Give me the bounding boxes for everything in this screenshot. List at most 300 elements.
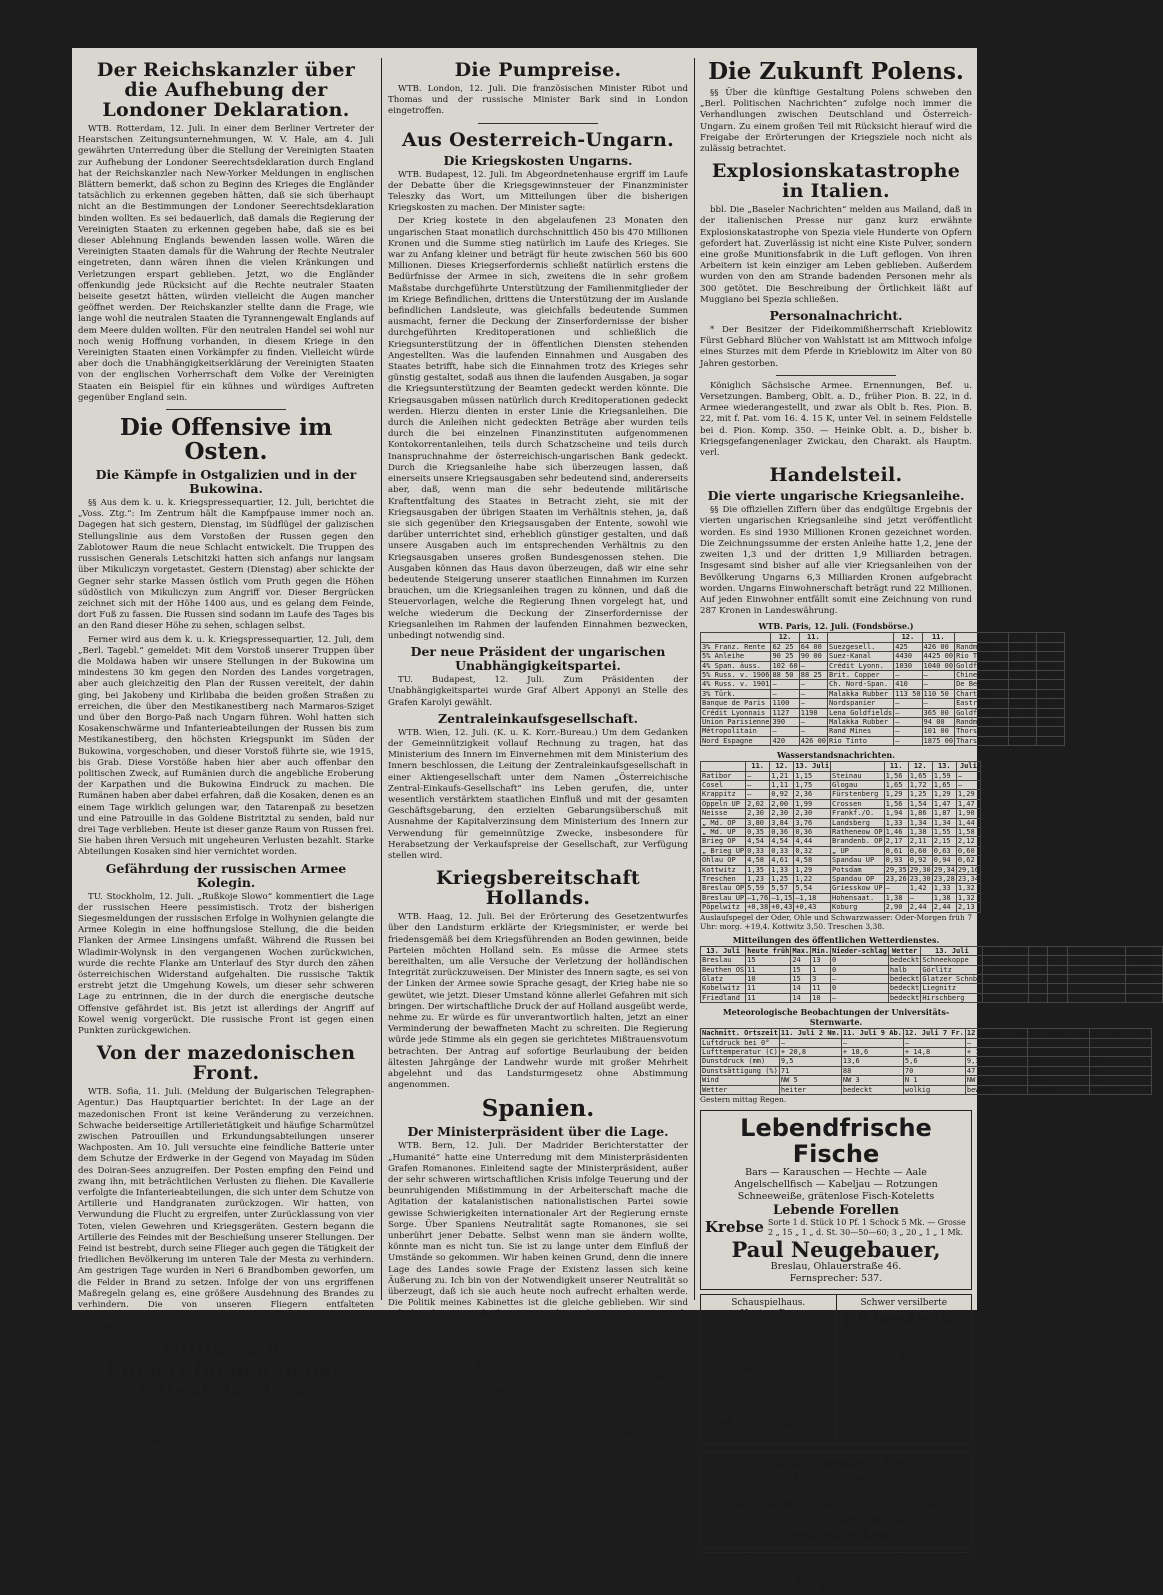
table-header-cell: 12. Juli 9 Ab.	[1028, 1029, 1088, 1038]
table-header-cell: 11.	[1036, 633, 1064, 642]
table-cell: + 16,8	[965, 1047, 1027, 1056]
table-cell: 1,87	[932, 809, 956, 818]
table-cell: —	[1048, 993, 1068, 1002]
table-row	[701, 790, 981, 799]
table-cell: 0,94	[932, 856, 956, 865]
table-row	[701, 903, 981, 912]
table-cell: 1,29	[956, 790, 980, 799]
table-cell: 2,13	[956, 903, 980, 912]
table-cell: 1,21	[770, 771, 794, 780]
table-cell: 97	[1089, 1066, 1151, 1075]
table-cell: —	[799, 717, 827, 726]
table-cell: Koburg	[831, 903, 885, 912]
table-row	[701, 736, 1065, 745]
table-header-row	[701, 946, 1163, 955]
table-cell: —	[1068, 965, 1126, 974]
ad-subtitle: Lebende Forellen	[772, 1202, 900, 1218]
table-cell: 2,44	[908, 903, 932, 912]
table-cell: Lufttemperatur (C)	[702, 1047, 778, 1056]
column-left	[78, 54, 374, 1481]
table-cell: 410	[894, 680, 922, 689]
table-cell: 1,29	[932, 790, 956, 799]
subheadline: Personalnachricht.	[769, 308, 903, 324]
table-cell: 88 25	[799, 670, 827, 679]
ad-title: Einzelmöbel	[726, 1339, 810, 1354]
article-text: WTB. Budapest, 12. Juli. Im Abgeordnetenhause ergriff im Laufe der Debatte über die Kriegsgewinnsteuer der Finanzminister Teleszky das Wort, um Mitteilungen über die bisherigen Kriegskosten zu machen. Der Minister sagte:	[388, 169, 688, 214]
table-cell: 1,56	[884, 799, 908, 808]
ad-merchant-name: Carl Weitz,	[866, 1349, 941, 1364]
table-cell: Ratheneow OP	[832, 828, 883, 837]
table-cell: Ch. Nord-Span.	[828, 680, 894, 689]
subheadline: Der neue Präsident der ungarischen Unabhängigkeitspartei.	[410, 644, 666, 674]
table-cell: 2,12	[956, 837, 980, 846]
table-cell: 0,60	[908, 846, 932, 855]
table-cell: Glatz	[701, 974, 746, 983]
article-text: Der Krieg kostete in den abgelaufenen 23 Monaten den ungarischen Staat monatlich durchschnittlich 450 bis 470 Millionen Kronen und die Summe stieg natürlich im Laufe des Krieges. Sie war zu Anfang kleiner und beträgt für heute zwischen 560 bis 600 Millionen. Dieses Kriegserfordernis schließt natürlich erstens die Bedürfnisse der Armee in sich, zweitens die in sehr großem Maßstabe durchgeführte Unterstützung der Familienmitglieder der im Kriege Befindlichen, drittens die Unterstützung der im Auslande befindlichen Landsleute, was gleichfalls bedeutende Summen ausmacht, ferner die Deckung der Zinserfordernisse der bisher durchgeführten Kreditoperationen und schließlich die Kriegsunterstützung der in öffentlichen Diensten stehenden Angestellten. Was die laufenden Einnahmen und Ausgaben des Staates betrifft, habe sich die Einnahmen trotz des Krieges sehr günstig gestaltet, sodaß aus ihnen die laufenden Ausgaben, ja sogar die Kriegsunterstützung der Beamten gedeckt werden könnte. Die Kriegsausgaben müssen natürlich durch Kreditoperationen gedeckt werden. Hierzu dienten in erster Linie die Kriegsanleihen. Die durch die Anleihen nicht gedeckten Beträge aber wurden teils durch die bei einzelnen Finanzinstituten aufgenommenen Kontokorrentanleihen, teils durch Schatzscheine und teils durch Inanspruchnahme der österreichisch-ungarischen Bank gedeckt. Durch die Kriegsanleihe habe sich überzeugen lassen, daß einerseits unsere Kriegsausgaben sehr bedeutend sind, andererseits aber, daß, wenn man die sehr bedeutende militärische Kraftentfaltung des Staates in Betracht zieht, sie mit der Kriegsausgaben der übrigen Staaten im Verhältnis stehen, ja, daß sie sich gegenüber den Kriegsausgaben der Entente, sowohl wie darüber unterrichtet sind, erheblich günstiger gestalten, und daß unsere Ausgaben auch im entsprechenden Verhältnis zu den Kriegsausgaben unseres großen Bundesgenossen stehen. Die Ausgaben können das Haus davon überzeugen, daß wir eine sehr bedeutende Steigerung unserer staatlichen Einnahmen im Kurzen brauchen, um die Kriegsanleihen tragen zu können, und daß die Steuervorlagen, welche die Regierung Ihnen vorgelegt hat, und welche wiederum die Deckung der Zinserfordernisse der Kriegsanleihen im Rahmen der laufenden Einnahmen bezwecken, unbedingt notwendig sind.	[388, 216, 688, 641]
table-cell: 17 45	[1008, 652, 1036, 661]
table-cell: NW 6	[965, 1076, 1027, 1085]
table-row	[701, 846, 981, 855]
table-cell: 47	[965, 1066, 1027, 1075]
table-row	[701, 984, 1163, 993]
table-cell: Kottwitz	[701, 865, 746, 874]
table-cell: —	[1048, 965, 1068, 974]
table-cell: 1,22	[794, 875, 831, 884]
table-cell: bewölkt	[965, 1085, 1027, 1094]
table-header-cell	[701, 633, 771, 642]
table-cell: —	[894, 708, 922, 717]
table-cell: + 15,1	[1027, 1047, 1089, 1056]
table-cell: Tharsis	[955, 736, 1009, 745]
table-cell: +0,43	[794, 903, 831, 912]
table-cell: —	[956, 771, 980, 780]
table-cell: 71	[779, 1066, 841, 1075]
table-cell: 90 25	[771, 652, 799, 661]
table-cell: Kobelwitz	[701, 984, 746, 993]
table-header-cell	[828, 633, 894, 642]
table-header-cell: 12. Juli 2 Nm.	[966, 1029, 1026, 1038]
table-row	[701, 856, 981, 865]
table-row	[701, 642, 1065, 651]
ad-text: Sorte 1 d. Stück 10 Pf. 1 Schock 5 Mk. — Grosse 2 „ 15 „ 1 „ d. St. 30—50—60; 3 „ 20 „ 1 „ 1 Mk.	[767, 1217, 966, 1237]
table-cell: Beuthen OS	[702, 965, 745, 974]
ad-merchant-name: M. Grau Nchf., Albrechtstr. 39.	[715, 1416, 821, 1442]
subheadline: Die Kämpfe in Ostgalizien und in der Bukowina.	[95, 467, 357, 497]
table-cell: 89 00	[1036, 717, 1064, 726]
table-cell: 15	[791, 974, 811, 983]
table-header-cell: 13. Juli	[701, 946, 746, 955]
table-cell: Thorsis	[955, 727, 1009, 736]
table-cell: +0,38	[747, 903, 769, 912]
table-row	[701, 717, 1065, 726]
ad-text: Schauspielhaus.	[731, 1297, 806, 1308]
table-cell: Breslau OP	[702, 884, 745, 893]
table-header-cell: Max.	[792, 946, 810, 955]
article-text: WTB. Bern, 12. Juli. Auf Befehl des italienischen Kriegsministers wurde die beurlaubte dritte Kategorie des Jahrganges 1879 auf den 14. Juli wieder unter die Waffen berufen. — Nach einer Meldung des „Berl. Tagebl.“ rief Genf hat der französische Kriegsminister, um der Überlastung der Lazarette durch Hilfsmannschaften zu entgehen, die Einberufung weiterer Teile der Jahresklasse 1888 für den 1. August angeordnet.	[78, 1403, 374, 1481]
table-cell: —	[1028, 956, 1048, 965]
table-cell: 29,35	[885, 865, 907, 874]
table-cell: Crossen	[831, 799, 885, 808]
table-cell: Potsdam	[831, 865, 885, 874]
table-cell: 2,11	[908, 837, 932, 846]
table-cell: 2,30	[770, 809, 794, 818]
table-cell: 3,84	[770, 818, 794, 827]
table-cell: Malakka Rubber	[828, 689, 894, 698]
table-header-cell: 13.	[932, 762, 956, 771]
table-cell: Ratibor	[701, 771, 746, 780]
table-cell: 17 35	[1036, 652, 1064, 661]
headline-spanien: Spanien.	[481, 1095, 595, 1123]
table-cell: 44 00	[1036, 661, 1064, 670]
table-cell: 142 00	[1037, 689, 1064, 698]
table-row	[701, 884, 981, 893]
table-cell: wolkig	[1126, 974, 1163, 983]
table-cell: 0	[831, 956, 889, 965]
table-cell: 0,60	[956, 846, 980, 855]
table-cell: 13	[811, 956, 831, 965]
table-cell: Regen	[1126, 984, 1163, 993]
table-cell: 2,02	[746, 799, 770, 808]
subheadline: Gefährdung der russischen Armee Kolegin.	[105, 860, 347, 890]
table-cell: 425	[894, 642, 922, 651]
table-cell: 4,54	[746, 837, 770, 846]
table-cell: 1,59	[932, 771, 956, 780]
table-header-cell: 13. Juli	[921, 946, 983, 955]
table-row	[701, 809, 981, 818]
headline-mazedonische-front: Von der mazedonischen Front.	[96, 1042, 356, 1085]
table-cell: —	[1028, 965, 1048, 974]
table-cell: 1,15	[794, 771, 831, 780]
table-cell: —	[771, 689, 799, 698]
weather-table-title: Mitteilungen des öffentlichen Wetterdienstes.	[732, 934, 940, 945]
table-cell: —	[1068, 974, 1126, 983]
table-cell: 10 90	[1008, 642, 1036, 651]
article-text: TU. Budapest, 12. Juli. Zum Präsidenten der Unabhängigkeitspartei wurde Graf Albert Apponyi an Stelle des Grafen Karolyi gewählt.	[388, 675, 688, 708]
table-header-cell	[831, 762, 885, 771]
table-cell: —	[1068, 993, 1126, 1002]
headline-zukunft-polens: Die Zukunft Polens.	[708, 58, 964, 85]
table-cell: —	[779, 1038, 841, 1047]
table-cell: Hohensaat.	[831, 893, 885, 902]
table-cell: Rio Tinto	[828, 736, 894, 745]
advertisement-grid	[700, 1294, 972, 1445]
table-cell: 4,58	[746, 856, 770, 865]
table-cell: bedeckt	[889, 993, 920, 1002]
table-cell: Chartered	[955, 689, 1009, 698]
table-cell: 1,38	[884, 893, 908, 902]
table-cell: Eastrand	[955, 699, 1009, 708]
table-cell: 1,25	[908, 790, 932, 799]
table-cell: Brandenb. OP	[832, 837, 883, 846]
table-row	[701, 708, 1065, 717]
table-cell: —	[894, 736, 922, 745]
table-cell: 23,26	[885, 875, 907, 884]
table-cell: 2,15	[932, 837, 956, 846]
table-cell: + 18,6	[841, 1047, 903, 1056]
article-text: Königlich Sächsische Armee. Ernennungen, Bef. u. Versetzungen. Bamberg, Oblt. a. D., früher Pion. B. 22, in d. Armee wiederangestellt, und zwar als Oblt b. Res. Pion. B. 22, mit f. Pat. vom 16. 4. 15 K, unter Vel. in seinem Feldstelle bei d. Pion. Komp. 350. — Heinke Oblt. a. D., bisher b. Kriegsgefangenenlager Zwickau, den Charakt. als Hauptm. verl.	[700, 380, 972, 459]
table-cell: bedeckt	[889, 974, 920, 983]
table-cell: 0,36	[794, 828, 831, 837]
table-header-cell: 13. Juli	[795, 762, 830, 771]
table-row	[701, 670, 1065, 679]
table-cell: 2,36	[794, 790, 831, 799]
table-cell: 0	[831, 984, 889, 993]
table-cell: 1040 00	[923, 661, 954, 670]
table-cell: 1,38	[908, 828, 932, 837]
table-cell: —	[799, 661, 827, 670]
table-cell: 4,54	[770, 837, 794, 846]
divider	[776, 375, 896, 376]
ad-text: Angelschellfisch — Kabeljau — Rotzungen	[734, 1178, 938, 1190]
subheadline: Die Kriegskosten Ungarns.	[443, 152, 633, 168]
table-cell: 3	[811, 974, 831, 983]
table-cell: —	[1028, 993, 1048, 1002]
table-cell: 100 00	[1037, 736, 1064, 745]
table-cell: 94 00	[922, 717, 955, 726]
table-cell: —	[922, 670, 955, 679]
table-header-cell: heute früh	[747, 946, 790, 955]
table-cell: 1,11	[770, 781, 794, 790]
table-cell: 9,3	[1027, 1057, 1089, 1066]
table-cell: 0,61	[884, 846, 908, 855]
table-cell: bedeckt	[841, 1085, 903, 1094]
table-row	[701, 1085, 1152, 1094]
table-row	[701, 1038, 1152, 1047]
table-row	[701, 1057, 1152, 1066]
table-cell: —	[922, 680, 955, 689]
table-cell: 4% Span. äuss.	[701, 661, 771, 670]
table-cell: 1875 00	[923, 736, 954, 745]
table-cell: 1,46	[884, 828, 908, 837]
advertisement-fische	[700, 1110, 972, 1290]
table-row	[701, 661, 1065, 670]
table-cell: Brieg OP	[701, 837, 746, 846]
headline-oesterreich-ungarn: Aus Oesterreich-Ungarn.	[402, 128, 674, 151]
table-cell: 1,54	[908, 799, 932, 808]
table-cell: Crédit Lyonnais	[701, 708, 771, 717]
table-cell: Nordspanier	[828, 699, 894, 708]
table-row	[701, 893, 981, 902]
table-cell: Breslau	[701, 956, 746, 965]
headline-pumpreise: Die Pumpreise.	[454, 59, 622, 81]
table-cell: —	[771, 727, 799, 736]
observation-table	[700, 1028, 1152, 1095]
table-cell: 0,62	[956, 856, 980, 865]
table-cell: 3% Franz. Rente	[701, 642, 771, 651]
table-cell: Suezgesell.	[828, 642, 894, 651]
table-cell: 0,35	[746, 828, 770, 837]
table-cell: Nord Espagne	[701, 736, 771, 745]
table-cell: Banque de Paris	[701, 699, 771, 708]
article-text: §§ Aus dem k. u. k. Kriegspressequartier, 12. Juli, berichtet die „Voss. Ztg.“: Im Zentrum hält die Kampfpause immer noch an. Dagegen hat sich gestern, Dienstag, im Südflügel der galizischen Stellungslinie aus dem Vorstoßen der Russen gegen den Zablotower Raum die neue Schlacht entwickelt. Die Truppen des russischen Generals Letschitzki hatten sich anfangs nur langsam über Mikuliczyn vorgetastet. Gestern (Dienstag) aber schickte der Gegner sehr starke Massen östlich vom Pruth gegen die Höhen südöstlich von Mikuliczyn zum Angriff vor. Dieser Bergrücken zeichnet sich mit der Höhe 1400 aus, und es gelang dem Feinde, dort Fuß zu fassen. Die Russen sind sodann im Laufe des Tages bis an den Rand dieser Höhe zu sehen, schlagen selbst.	[78, 498, 374, 632]
table-cell: 101 00	[922, 727, 955, 736]
table-cell: 395 00	[1009, 670, 1035, 679]
article-text: TU. Stockholm, 12. Juli. „Rußkoje Slowo“ kommentiert die Lage der russischen Heere pessimistisch. Trotz der bisherigen Siegesmeldungen der russischen Erfolge in Wolhynien gelangte die Armee Kolegin in eine hoffnungslose Stellung, die die beiden Flanken der Armee Linsingens umfaßt. Während die Russen bei Wladimir-Wolynsk in den vergangenen Wochen zurückwichen, wurde die rechte Flanke am Unterlauf des Styr durch den zähen österreichischen Widerstand aufgehalten. Die russische Taktik erstrebt jetzt die Umgehung Kowels, um dieser sehr schweren Lage zu entrinnen, die in der durch die energische deutsche Offensive gefährdet ist. Bis jetzt ist allerdings der Angriff auf Kowel wenig vorgerückt. Die russische Front ist gegen einen Punkten zurückgewichen.	[78, 891, 374, 1037]
table-cell: 15	[791, 965, 811, 974]
table-cell: 10	[746, 974, 791, 983]
table-cell: —	[894, 727, 922, 736]
table-cell: 29,16	[957, 865, 979, 874]
table-cell: 69	[1027, 1066, 1089, 1075]
ad-text: Junkernstr. 27/29, Ecke Schuhbrücke, im „Goldenen Gans“.	[839, 1362, 968, 1395]
table-cell: N 1	[903, 1076, 965, 1085]
table-cell: 0,33	[770, 846, 794, 855]
table-cell: Liegnitz	[921, 984, 983, 993]
table-cell: 1,34	[932, 818, 956, 827]
table-row	[701, 993, 1163, 1002]
table-header-cell: Nieder-schlag	[832, 946, 887, 955]
ad-text: Verkauf gebr. einr. u. gut. Möbel, Herren-, Speise-, Schlafzimmer, Eisenschränke.	[845, 1395, 963, 1439]
table-header-cell: 11. Juli 9 Ab.	[842, 1029, 902, 1038]
table-cell: —	[903, 1038, 965, 1047]
subheadline: Die vierte ungarische Kriegsanleihe.	[707, 488, 965, 504]
table-header-cell	[955, 633, 1009, 642]
table-row	[701, 965, 1163, 974]
table-cell: 43 00	[1008, 661, 1036, 670]
article-text: WTB. Haag, 12. Juli. Bei der Erörterung des Gesetzentwurfes über den Landsturm erklärte der Kriegsminister, er werde bei friedensgemäß bei dem Kriegsführenden an Boden gewinnen, beide Parteien möchten Holland sein. Es müsse die Armee stets bereithalten, um alle Versuche der Verletzung der holländischen Integrität zurückzuweisen. Der Minister des Innern sagte, es sei von der Linken der Armee sowie Sprache gesagt, der Krieg habe nie so gewütet, wie jetzt. Dieser Umstand könne allerlei Gefahren mit sich bringen. Der wirtschaftliche Druck der auf Holland ausgeübt werde, nehme zu. Er würde es für unverantwortlich halten, jetzt an einer Verminderung der bewaffneten Macht zu schreiten. Die Regierung würde jede Stimme als ein gegen sie gerichtetes Mißtrauensvotum betrachten. Der Antrag auf sofortige Beurlaubung der beiden ältesten Jahrgänge der Landwehr wurde mit großer Mehrheit abgelehnt und das Landsturmgesetz ohne Abstimmung angenommen.	[388, 912, 688, 1091]
table-cell: 90 00	[799, 652, 827, 661]
table-cell: 1,72	[908, 781, 932, 790]
table-cell: —	[983, 956, 1028, 965]
table-cell: Luftdruck bei 0°	[701, 1038, 780, 1047]
table-cell: —	[983, 993, 1028, 1002]
article-text: bbl. Die „Baseler Nachrichten“ melden aus Mailand, daß in der italienischen Presse nur ganz kurz erwähnte Explosionskatastrophe von Spezia viele Hunderte von Opfern gefordert hat. Zuverlässig ist nicht eine Kiste Pulver, sondern eine große Munitionsfabrik in die Luft geflogen. Von ihren Arbeitern ist kein einziger am Leben geblieben. Außerdem wurden von den am Strande badenden Personen mehr als 300 getötet. Die Beschreibung der Örtlichkeit läßt auf Muggiano bei Spezia schließen.	[700, 205, 972, 305]
table-cell: Spandau UP	[831, 856, 885, 865]
headline-offensive-osten: Die Offensive im Osten.	[119, 414, 333, 466]
table-cell: Union Parisienne	[702, 717, 770, 726]
table-cell: „ Md. UP	[701, 828, 746, 837]
table-cell: Wetter	[701, 1085, 780, 1094]
advertisement-bestecke	[836, 1295, 972, 1444]
table-cell: —	[894, 670, 922, 679]
table-cell: 5% Russ. v. 1906	[702, 670, 770, 679]
table-row	[701, 956, 1163, 965]
table-header-cell: Nachmitt. Ortszeit	[702, 1029, 778, 1038]
table-cell: 1,32	[956, 893, 980, 902]
column-rule	[381, 58, 382, 1300]
table-cell: Dunstdruck (mm)	[701, 1057, 780, 1066]
table-header-cell: Juli	[956, 762, 980, 771]
table-cell: NO 1	[1027, 1076, 1089, 1085]
table-row	[701, 799, 981, 808]
table-cell: 1190	[799, 708, 827, 717]
table-cell: 9,5	[1089, 1057, 1151, 1066]
headline-explosionskatastrophe: Explosionskatastrophe in Italien.	[711, 160, 961, 203]
table-cell: S 2	[1089, 1076, 1151, 1085]
table-cell: Breslau UP	[702, 893, 745, 902]
table-cell: 1,47	[956, 799, 980, 808]
table-cell: 1,38	[932, 893, 956, 902]
table-cell: —	[983, 965, 1028, 974]
ad-text: Schneeweiße, grätenlose Fisch-Koteletts	[737, 1190, 935, 1202]
water-table-title: Wasserstandsnachrichten.	[776, 750, 896, 761]
table-cell: 23,30	[909, 875, 931, 884]
headline-einberufungen: Militärische Einberufungen in den Ententeländern.	[106, 1338, 346, 1401]
table-header-cell: 12.	[908, 762, 932, 771]
table-header-cell: 11.	[746, 762, 770, 771]
table-cell: 1,94	[884, 809, 908, 818]
imprint-footer: Verantwortlich für den politischen Teil: i. V. Richard Jolisch, für den provinziellen und den weiteren Inhalt der Zeitung: Dr. Franz Reinecke, beide in Breslau. Druck von Wilh. Gottl. Korn in Breslau.	[700, 1552, 972, 1595]
table-cell: Glogau	[831, 781, 885, 790]
ad-krebse: Krebse	[705, 1218, 764, 1237]
table-cell: Crédit Lyonn.	[828, 661, 894, 670]
table-cell: 395 00	[1037, 670, 1064, 679]
ad-phone: Fernsprecher: 537.	[789, 1272, 883, 1284]
table-cell: 4,61	[770, 856, 794, 865]
column-right	[700, 54, 1161, 1594]
table-cell: Ohlau OP	[701, 856, 746, 865]
table-cell: 1	[811, 965, 831, 974]
ad-title: Eßbestecke	[842, 1307, 966, 1330]
table-cell: Steinau	[831, 771, 885, 780]
table-cell: 14	[791, 993, 811, 1002]
table-cell: 5,59	[746, 884, 770, 893]
table-cell: bedeckt	[1089, 1085, 1151, 1094]
table-cell: 1,33	[932, 884, 956, 893]
table-cell: Oppeln UP	[701, 799, 746, 808]
table-cell: bedeckt	[889, 956, 920, 965]
advertisement-muehle	[700, 1451, 972, 1548]
table-cell: 2,44	[932, 903, 956, 912]
headline-kriegsbereitschaft: Kriegsbereitschaft Hollands.	[435, 867, 641, 910]
table-cell: 11	[746, 984, 791, 993]
table-cell: halbbed.	[1127, 965, 1161, 974]
table-header-cell: heute früh	[984, 946, 1027, 955]
table-cell: Treschen	[701, 875, 746, 884]
table-header-cell: 12.	[1008, 633, 1036, 642]
table-cell: —	[1027, 1038, 1089, 1047]
table-cell: 15	[746, 956, 791, 965]
table-header-cell: 12.	[894, 633, 922, 642]
table-cell: 10 90	[1036, 642, 1064, 651]
table-cell: Dunstsättigung (%)	[702, 1066, 778, 1075]
table-cell: Pöpelwitz	[701, 903, 746, 912]
table-cell: —	[799, 727, 827, 736]
ad-text: „Krona“	[749, 1330, 787, 1341]
table-cell: 1,56	[884, 771, 908, 780]
table-cell: 3,76	[794, 818, 831, 827]
table-cell: —	[799, 689, 827, 698]
table-cell: 1,33	[884, 818, 908, 827]
table-cell: 1,99	[794, 799, 831, 808]
table-cell: 5,6	[903, 1057, 965, 1066]
table-cell: 2,17	[884, 837, 908, 846]
subheadline: Der Ministerpräsident über die Lage.	[407, 1124, 669, 1140]
table-cell: 0,63	[932, 846, 956, 855]
ad-text: Schwer versilberte	[860, 1297, 948, 1308]
table-cell: —	[894, 699, 922, 708]
table-cell: + 14,8	[903, 1047, 965, 1056]
weather-table	[700, 946, 1163, 1003]
table-cell: 0,32	[794, 846, 831, 855]
table-cell: +0,43	[771, 903, 793, 912]
table-cell: 43 00	[1036, 708, 1064, 717]
table-header-cell: 11.	[799, 633, 827, 642]
table-cell: 1,75	[794, 781, 831, 790]
table-cell: Randmines	[955, 717, 1009, 726]
table-cell: NW 3	[841, 1076, 903, 1085]
table-row	[701, 689, 1065, 698]
table-cell: Fürstenberg	[831, 790, 885, 799]
table-cell: —	[1028, 974, 1048, 983]
table-cell: —	[983, 984, 1028, 993]
table-header-cell: 11. Juli 2 Nm.	[780, 1029, 840, 1038]
table-cell: —	[831, 974, 889, 983]
column-rule	[694, 58, 695, 1300]
article-text: §§ Die offiziellen Ziffern über das endgültige Ergebnis der vierten ungarischen Kriegsanleihe sind jetzt veröffentlicht worden. Es sind 1930 Millionen Kronen gezeichnet worden. Die Zeichnungssumme der ersten Anleihe hatte 1,2, jene der zweiten 1,3 und der dritten 1,9 Milliarden betragen. Insgesamt sind bisher auf alle vier Kriegsanleihen von der Bevölkerung Ungarns 6,3 Milliarden Kronen aufgebracht worden. Ungarns Einwohnerschaft beträgt rund 22 Millionen. Auf jeden Einwohner entfällt somit eine Zeichnung von rund 287 Kronen in Landeswährung.	[700, 505, 972, 617]
table-cell: 23,28	[933, 875, 955, 884]
table-cell: 4,44	[794, 837, 831, 846]
